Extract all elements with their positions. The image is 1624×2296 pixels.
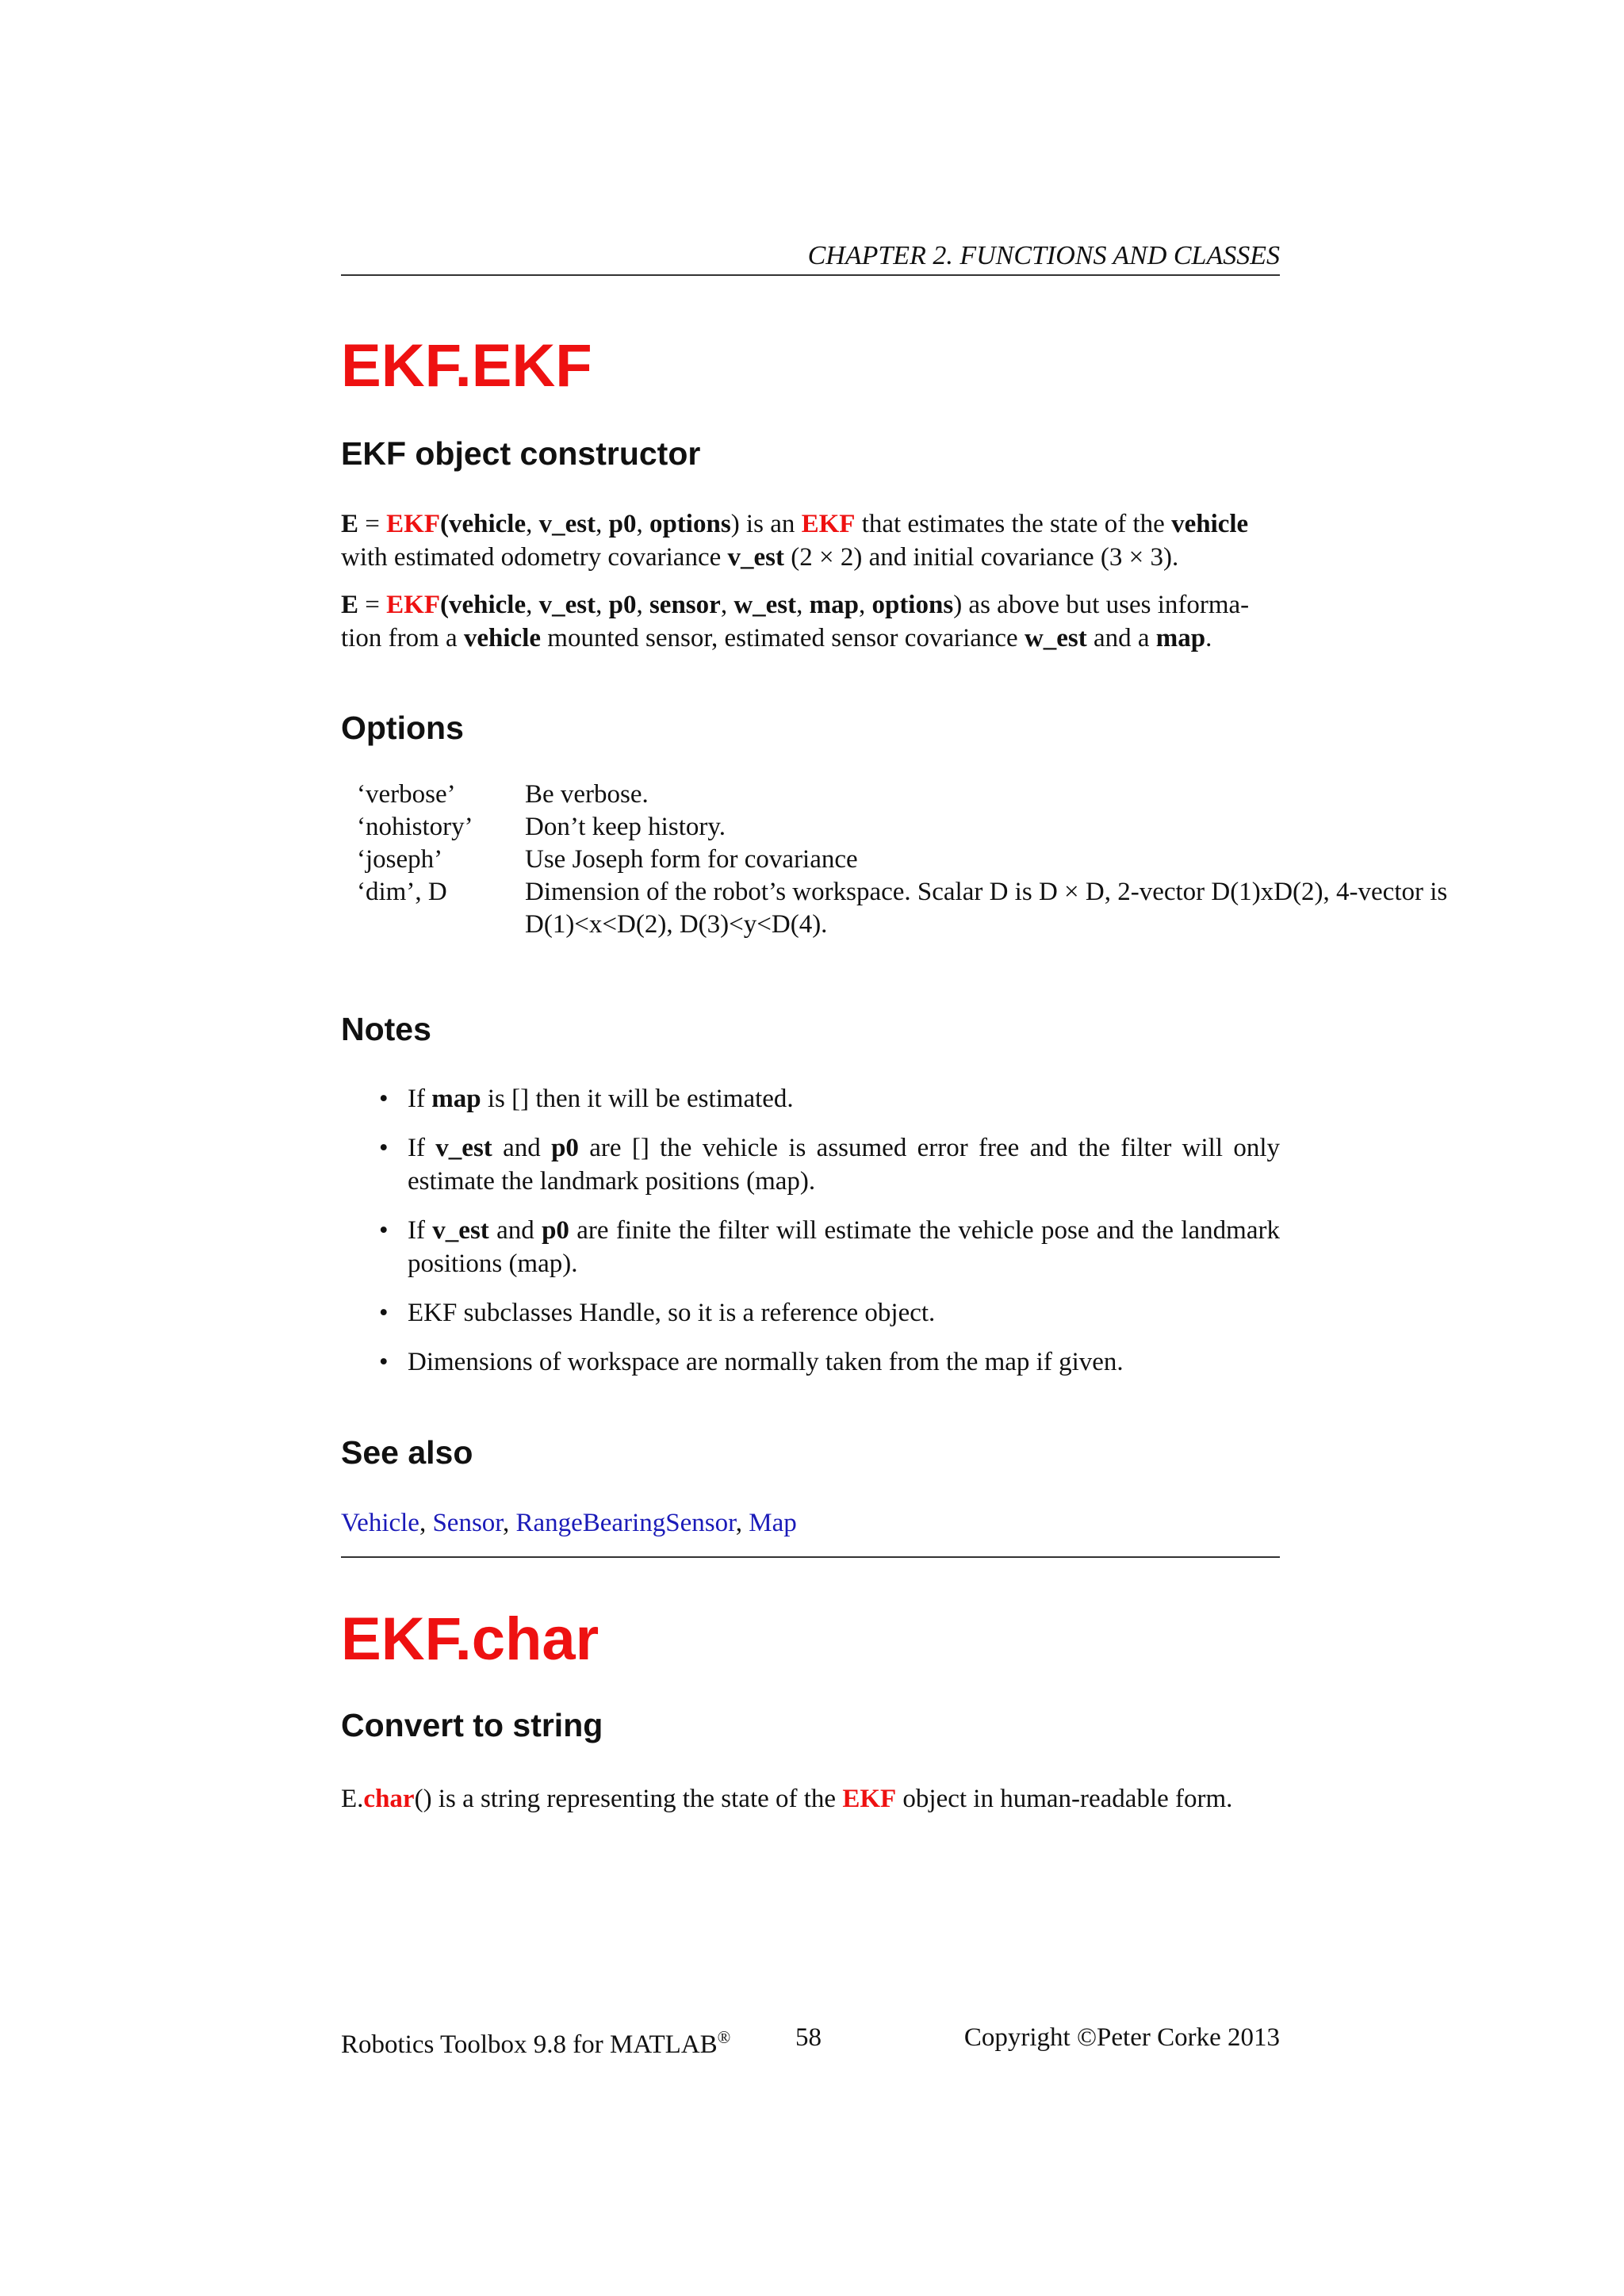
running-header: CHAPTER 2. FUNCTIONS AND CLASSES: [341, 238, 1280, 276]
list-item: [379, 1296, 1280, 1330]
document-page: [341, 0, 1448, 2296]
paren: (: [439, 591, 449, 619]
comma: ,: [526, 510, 539, 538]
text: and: [492, 1134, 552, 1162]
footer-copyright: Copyright ©Peter Corke 2013: [963, 2023, 1280, 2052]
map-ref: map: [1155, 624, 1206, 652]
ekf-function-ref: EKF: [386, 591, 440, 619]
section-divider: [341, 1556, 1280, 1558]
bullet-icon: •: [379, 1299, 389, 1327]
text: .: [1205, 624, 1212, 652]
char-description: [341, 1782, 1280, 1816]
text: that estimates the state of the: [855, 510, 1172, 538]
text: are [] the vehicle is assumed error free and the filter will only estimate the landmark positions (map).: [408, 1134, 1280, 1196]
ekf-class-ref: EKF: [842, 1785, 897, 1813]
footer-title: Robotics Toolbox 9.8 for MATLAB: [341, 2030, 718, 2059]
e-variable: E: [341, 591, 359, 619]
option-key: ‘verbose’: [357, 780, 456, 809]
comma: ,: [796, 591, 810, 619]
option-desc: Be verbose.: [525, 780, 649, 809]
v-est-ref: v_est: [435, 1134, 492, 1162]
constructor-paragraph-2: [341, 588, 1280, 655]
text: mounted sensor, estimated sensor covariance: [541, 624, 1025, 652]
comma: ,: [720, 591, 734, 619]
options-heading: Options: [341, 710, 464, 746]
option-key: ‘dim’, D: [357, 878, 447, 906]
text: is [] then it will be estimated.: [481, 1085, 794, 1113]
text: are finite the filter will estimate the vehicle pose and the landmark positions (map).: [408, 1216, 1280, 1278]
option-row: [357, 844, 1475, 876]
arg-v-est: v_est: [538, 510, 596, 538]
notes-list: [379, 1082, 1280, 1395]
bullet-icon: •: [379, 1216, 389, 1245]
arg-p0: p0: [608, 510, 637, 538]
list-item: [379, 1082, 1280, 1115]
comma: ,: [636, 591, 649, 619]
p0-ref: p0: [542, 1216, 569, 1245]
link-map[interactable]: Map: [749, 1509, 797, 1537]
bullet-icon: •: [379, 1085, 389, 1113]
separator: ,: [419, 1509, 433, 1537]
text: If: [408, 1216, 433, 1245]
options-table: [357, 779, 1475, 941]
option-row: [357, 876, 1475, 941]
v-est-ref: v_est: [432, 1216, 489, 1245]
text: ) is an: [730, 510, 802, 538]
option-key: ‘joseph’: [357, 845, 443, 874]
v-est-ref: v_est: [727, 543, 784, 572]
link-sensor[interactable]: Sensor: [432, 1509, 503, 1537]
page-number: 58: [795, 2023, 822, 2052]
see-also-heading: See also: [341, 1434, 473, 1471]
text: EKF subclasses Handle, so it is a reference object.: [408, 1299, 936, 1327]
constructor-paragraph-1: [341, 507, 1280, 574]
text: () is a string representing the state of the: [414, 1785, 843, 1813]
comma: ,: [596, 510, 609, 538]
bullet-icon: •: [379, 1348, 389, 1376]
list-item: [379, 1131, 1280, 1198]
link-vehicle[interactable]: Vehicle: [341, 1509, 419, 1537]
arg-vehicle: vehicle: [448, 591, 527, 619]
text: If: [408, 1085, 432, 1113]
separator: ,: [735, 1509, 749, 1537]
arg-sensor: sensor: [649, 591, 721, 619]
option-desc: Dimension of the robot’s workspace. Scalar D is D × D, 2-vector D(1)xD(2), 4-vector is D(1)<x<D(2), D(3)<y<D(4).: [525, 878, 1448, 939]
option-desc: Don’t keep history.: [525, 813, 726, 841]
arg-vehicle: vehicle: [448, 510, 527, 538]
subtitle-constructor: EKF object constructor: [341, 435, 701, 472]
ekf-class-ref: EKF: [801, 510, 856, 538]
e-variable: E: [341, 510, 359, 538]
comma: ,: [526, 591, 539, 619]
see-also-links: [341, 1506, 797, 1540]
text: Dimensions of workspace are normally taken from the map if given.: [408, 1348, 1124, 1376]
map-ref: map: [431, 1085, 481, 1113]
text: object in human-readable form.: [896, 1785, 1233, 1813]
footer-left: [341, 2020, 730, 2062]
option-key: ‘nohistory’: [357, 813, 473, 841]
comma: ,: [858, 591, 872, 619]
arg-map: map: [809, 591, 859, 619]
text: and a: [1086, 624, 1156, 652]
separator: ,: [502, 1509, 516, 1537]
text: with estimated odometry covariance: [341, 543, 728, 572]
equals: =: [358, 510, 387, 538]
section-title-ekf-char: EKF.char: [341, 1605, 599, 1673]
section-title-ekf-ekf: EKF.EKF: [341, 332, 592, 400]
w-est-ref: w_est: [1024, 624, 1087, 652]
arg-options: options: [871, 591, 954, 619]
subtitle-convert-to-string: Convert to string: [341, 1707, 603, 1743]
paren: (: [439, 510, 449, 538]
vehicle-ref: vehicle: [1171, 510, 1249, 538]
list-item: [379, 1345, 1280, 1379]
text: If: [408, 1134, 436, 1162]
ekf-function-ref: EKF: [386, 510, 440, 538]
option-row: [357, 779, 1475, 811]
arg-v-est: v_est: [538, 591, 596, 619]
char-function-ref: char: [363, 1785, 415, 1813]
text: and: [488, 1216, 542, 1245]
comma: ,: [636, 510, 649, 538]
text: (2 × 2) and initial covariance (3 × 3).: [783, 543, 1179, 572]
link-range-bearing-sensor[interactable]: RangeBearingSensor: [515, 1509, 736, 1537]
registered-icon: ®: [717, 2027, 731, 2047]
arg-p0: p0: [608, 591, 637, 619]
equals: =: [358, 591, 387, 619]
arg-options: options: [649, 510, 731, 538]
bullet-icon: •: [379, 1134, 389, 1162]
text: ) as above but uses informa-tion from a: [341, 591, 1250, 652]
option-desc: Use Joseph form for covariance: [525, 845, 858, 874]
text: E.: [341, 1785, 364, 1813]
option-row: [357, 811, 1475, 844]
arg-w-est: w_est: [733, 591, 797, 619]
comma: ,: [596, 591, 609, 619]
list-item: [379, 1214, 1280, 1280]
vehicle-ref: vehicle: [463, 624, 542, 652]
p0-ref: p0: [551, 1134, 579, 1162]
notes-heading: Notes: [341, 1011, 431, 1047]
